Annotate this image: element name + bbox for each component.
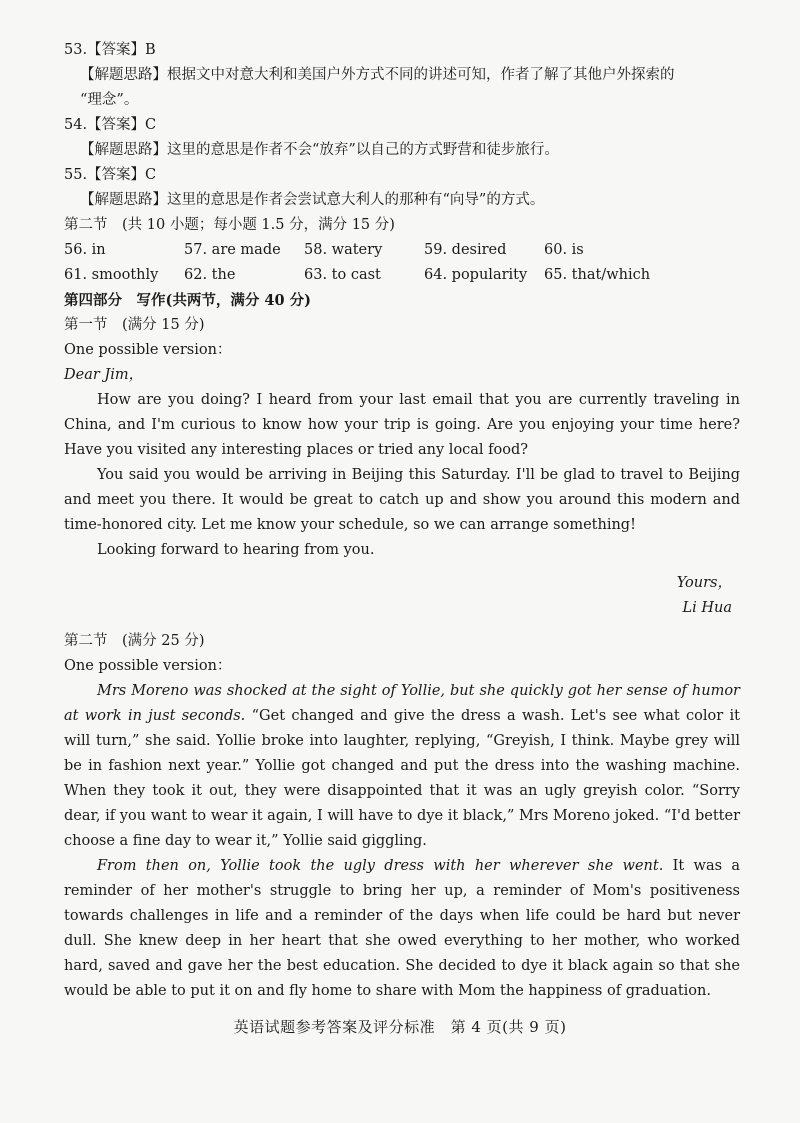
answer-53-explain-1: 【解题思路】根据文中对意大利和美国户外方式不同的讲述可知，作者了解了其他户外探索的: [80, 67, 675, 83]
grid-answer-64: 64. popularity: [424, 267, 528, 283]
answer-54-explain: 【解题思路】这里的意思是作者不会“放弃”以自己的方式野营和徒步旅行。: [80, 142, 559, 158]
answer-grid-row-1: [64, 238, 740, 263]
grid-answer-65: 65. that/which: [544, 267, 651, 283]
page-footer: 英语试题参考答案及评分标准 第 4 页(共 9 页): [233, 1018, 567, 1036]
letter-paragraph-3: Looking forward to hearing from you.: [97, 542, 375, 558]
grid-answer-61: 61. smoothly: [64, 267, 159, 283]
story-p1-given-sentence: Mrs Moreno was shocked at the sight of Yollie, but she quickly got her sense of humor at work in just seconds.: [64, 683, 740, 724]
letter-greeting: Dear Jim，: [64, 367, 144, 383]
grid-answer-59: 59. desired: [424, 242, 507, 258]
grid-answer-62: 62. the: [184, 267, 236, 283]
grid-answer-57: 57. are made: [184, 242, 281, 258]
story-p2-continuation: It was a reminder of her mother's struggle to bring her up, a reminder of Mom's positiveness towards challenges in life and a reminder of the days when life could be hard but never dull. She knew deep in her heart that she owed everything to her mother, who worked hard, saved and gave her the best education. She decided to dye it black again so that she would be able to put it on and fly home to share with Mom the happiness of graduation.: [64, 858, 740, 999]
story-p2-given-sentence: From then on, Yollie took the ugly dress with her wherever she went.: [97, 858, 664, 874]
grid-answer-56: 56. in: [64, 242, 106, 258]
story-paragraph-2: [64, 854, 740, 1004]
answer-55-label: 55.【答案】C: [64, 167, 157, 183]
section2-header: 第二节 (共 10 小题；每小题 1.5 分，满分 15 分): [64, 217, 395, 233]
writing2-version-label: One possible version：: [64, 658, 232, 674]
letter-signature: Li Hua: [682, 600, 732, 616]
answer-54-label: 54.【答案】C: [64, 117, 157, 133]
answer-53-explain-2: “理念”。: [80, 92, 139, 108]
writing1-header: 第一节 (满分 15 分): [64, 317, 205, 333]
letter-paragraph-2: You said you would be arriving in Beijing this Saturday. I'll be glad to travel to Beijing and meet you there. It would be great to catch up and show you around this modern and time-honored city. Let me know your schedule, so we can arrange something!: [64, 467, 740, 533]
answer-53-label: 53.【答案】B: [64, 42, 156, 58]
part4-header: 第四部分 写作(共两节，满分 40 分): [64, 292, 311, 309]
grid-answer-60: 60. is: [544, 242, 584, 258]
answer-grid-row-2: [64, 263, 740, 288]
letter-paragraph-1: How are you doing? I heard from your last email that you are currently traveling in China, and I'm curious to know how your trip is going. Are you enjoying your time here? Have you visited any interesting places or tried any local food?: [64, 392, 740, 458]
grid-answer-63: 63. to cast: [304, 267, 381, 283]
writing2-header: 第二节 (满分 25 分): [64, 633, 205, 649]
story-p1-continuation: “Get changed and give the dress a wash. Let's see what color it will turn,” she said. Yollie broke into laughter, replying, “Greyish, I think. Maybe grey will be in fashion next year.” Yollie got changed and put the dress into the washing machine. When they took it out, they were disappointed that it was an ugly greyish color. “Sorry dear, if you want to wear it again, I will have to dye it black,” Mrs Moreno joked. “I'd better choose a fine day to wear it,” Yollie said giggling.: [64, 708, 740, 849]
grid-answer-58: 58. watery: [304, 242, 383, 258]
letter-closing: Yours，: [676, 575, 732, 591]
story-paragraph-1: [64, 679, 740, 854]
answer-55-explain: 【解题思路】这里的意思是作者会尝试意大利人的那种有“向导”的方式。: [80, 192, 545, 208]
writing1-version-label: One possible version：: [64, 342, 232, 358]
